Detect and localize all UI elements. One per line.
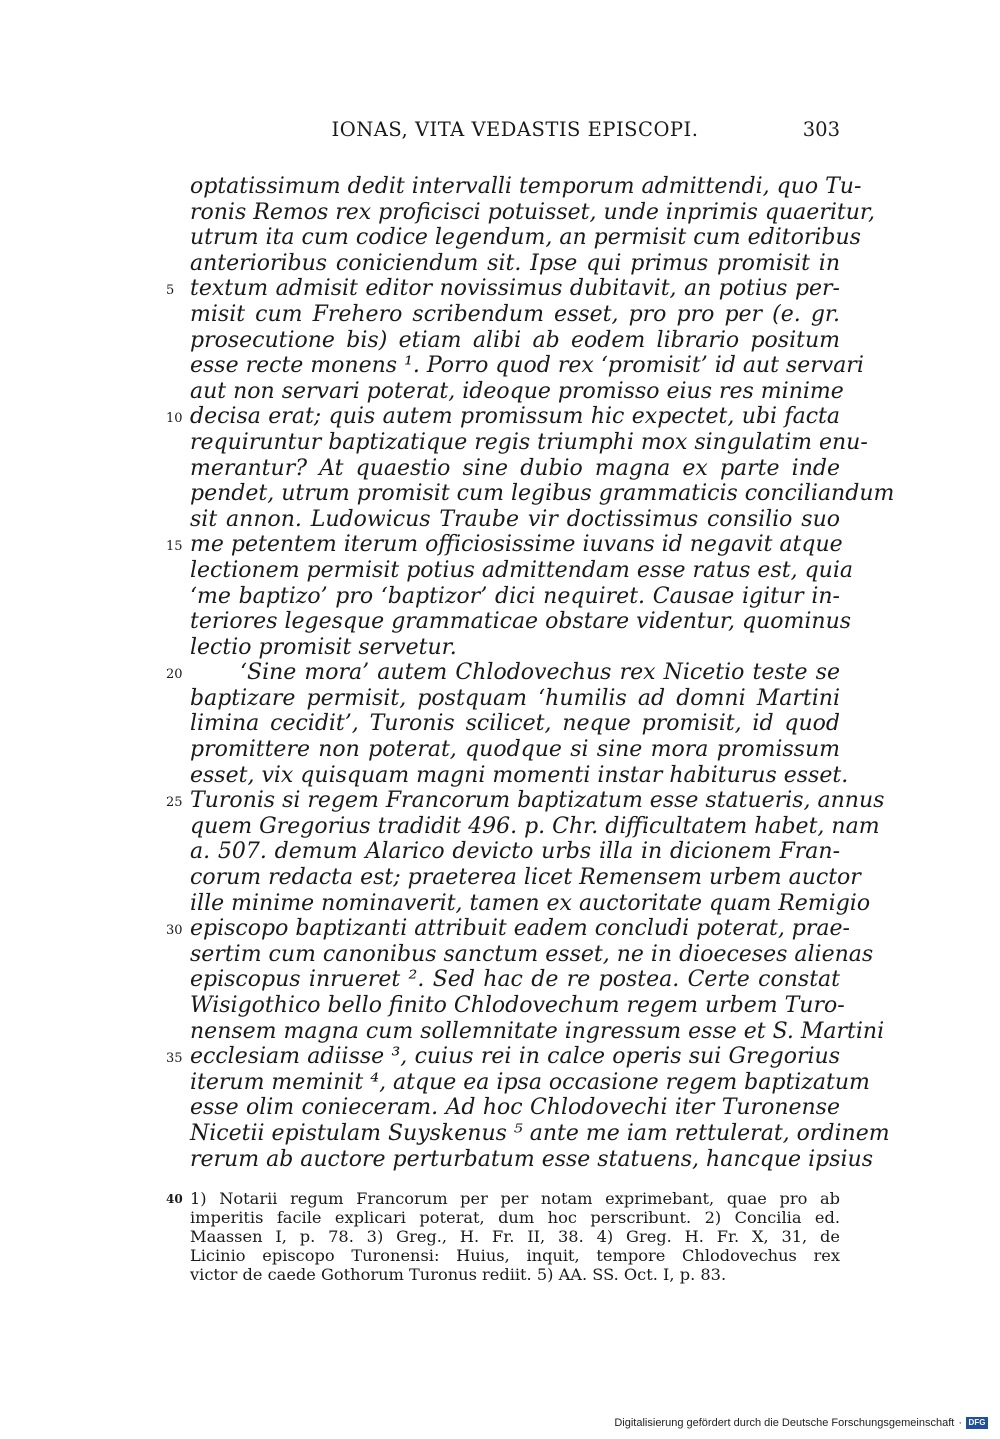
line-number: 30 xyxy=(166,923,183,939)
text-line: iterum meminit ⁴, atque ea ipsa occasione regem baptizatum xyxy=(190,1069,870,1095)
text-line-group xyxy=(166,1044,840,1070)
text-line: lectio promisit servetur. xyxy=(190,634,457,660)
text-line-group xyxy=(166,660,840,686)
digitization-credit xyxy=(614,1417,988,1429)
text-line: misit cum Frehero scribendum esset, pro pro per (e. gr. xyxy=(190,301,840,327)
text-line: promittere non poterat, quodque si sine mora promissum xyxy=(190,737,840,763)
text-line-group xyxy=(166,276,840,302)
text-line-group xyxy=(166,404,840,430)
line-number: 35 xyxy=(166,1051,183,1067)
text-line: episcopo baptizanti attribuit eadem concludi poterat, prae- xyxy=(190,916,850,942)
text-line-group xyxy=(166,916,850,942)
text-line-group xyxy=(166,532,843,558)
footnote-line: 1) Notarii regum Francorum per per notam exprimebant, quae pro ab xyxy=(190,1189,840,1208)
text-line: nensem magna cum sollemnitate ingressum esse et S. Martini xyxy=(190,1018,885,1044)
line-number: 25 xyxy=(166,795,183,811)
page-header xyxy=(190,118,840,148)
credit-text: Digitalisierung gefördert durch die Deutsche Forschungsgemeinschaft xyxy=(614,1417,955,1429)
text-line: anterioribus coniciendum sit. Ipse qui primus promisit in xyxy=(190,250,840,276)
text-line: episcopus inrueret ². Sed hac de re postea. Certe constat xyxy=(190,967,840,993)
text-line: merantur? At quaestio sine dubio magna ex parte inde xyxy=(190,455,840,481)
line-number: 5 xyxy=(166,283,175,299)
text-line: utrum ita cum codice legendum, an permisit cum editoribus xyxy=(190,225,861,251)
text-line: teriores legesque grammaticae obstare videntur, quominus xyxy=(190,609,852,635)
separator: · xyxy=(958,1417,962,1429)
text-line: requiruntur baptizatique regis triumphi mox singulatim enu- xyxy=(190,429,868,455)
dfg-logo-icon: DFG xyxy=(966,1417,988,1429)
text-line: lectionem permisit potius admittendam esse ratus est, quia xyxy=(190,557,853,583)
text-line: me petentem iterum officiosissime iuvans id negavit atque xyxy=(190,532,843,558)
text-line: esse recte monens ¹. Porro quod rex ‘promisit’ id aut servari xyxy=(190,353,864,379)
text-line: limina cecidit’, Turonis scilicet, neque promisit, id quod xyxy=(190,711,840,737)
text-line: optatissimum dedit intervalli temporum admittendi, quo Tu- xyxy=(190,174,862,199)
text-line: aut non servari poterat, ideoque promisso eius res minime xyxy=(190,378,844,404)
line-number: 10 xyxy=(166,411,183,427)
running-title: IONAS, VITA VEDASTIS EPISCOPI. xyxy=(331,118,699,141)
text-line: ecclesiam adiisse ³, cuius rei in calce operis sui Gregorius xyxy=(190,1044,840,1070)
line-number: 15 xyxy=(166,539,183,555)
text-line: ‘me baptizo’ pro ‘baptizor’ dici nequiret. Causae igitur in- xyxy=(190,583,840,609)
footnotes xyxy=(166,1189,840,1284)
text-line: sit annon. Ludowicus Traube vir doctissimus consilio suo xyxy=(190,506,840,532)
footnote-line: victor de caede Gothorum Turonus rediit. 5) AA. SS. Oct. I, p. 83. xyxy=(190,1265,727,1284)
text-line: pendet, utrum promisit cum legibus grammaticis conciliandum xyxy=(190,481,895,507)
line-number: 20 xyxy=(166,667,183,683)
main-text xyxy=(166,174,895,1172)
text-line: quem Gregorius tradidit 496. p. Chr. difficultatem habet, nam xyxy=(190,813,880,839)
line-number: 40 xyxy=(166,1192,183,1206)
text-line: baptizare permisit, postquam ‘humilis ad domni Martini xyxy=(190,685,840,711)
text-line: esse olim conieceram. Ad hoc Chlodovechi iter Turonense xyxy=(190,1095,840,1121)
text-line: esset, vix quisquam magni momenti instar habiturus esset. xyxy=(190,762,849,788)
footnote-line: Maassen I, p. 78. 3) Greg., H. Fr. II, 38. 4) Greg. H. Fr. X, 31, de xyxy=(190,1227,840,1246)
text-line-group xyxy=(166,788,885,814)
text-line: Wisigothico bello finito Chlodovechum regem urbem Turo- xyxy=(190,993,845,1018)
footnote-line: imperitis facile explicari poterat, dum hoc perscribunt. 2) Concilia ed. xyxy=(190,1208,840,1227)
text-line: Turonis si regem Francorum baptizatum esse statueris, annus xyxy=(190,788,885,814)
text-line: corum redacta est; praeterea licet Remensem urbem auctor xyxy=(190,865,861,891)
footnote-line-group xyxy=(166,1189,840,1208)
text-line: ille minime nominaverit, tamen ex auctoritate quam Remigio xyxy=(190,890,871,916)
footnote-line: Licinio episcopo Turonensi: Huius, inquit, tempore Chlodovechus rex xyxy=(190,1246,840,1265)
text-line: rerum ab auctore perturbatum esse statuens, hancque ipsius xyxy=(190,1146,873,1172)
text-line: Nicetii epistulam Suyskenus ⁵ ante me iam rettulerat, ordinem xyxy=(190,1120,890,1146)
text-line: a. 507. demum Alarico devicto urbs illa in dicionem Fran- xyxy=(190,839,840,865)
text-line: textum admisit editor novissimus dubitavit, an potius per- xyxy=(190,276,840,302)
text-line: sertim cum canonibus sanctum esset, ne in dioeceses alienas xyxy=(190,941,874,967)
text-line: ‘Sine mora’ autem Chlodovechus rex Nicetio teste se xyxy=(240,660,840,686)
page-number: 303 xyxy=(802,118,840,141)
text-line: prosecutione bis) etiam alibi ab eodem librario positum xyxy=(190,327,840,353)
text-line: ronis Remos rex proficisci potuisset, unde inprimis quaeritur, xyxy=(190,199,875,225)
text-line: decisa erat; quis autem promissum hic expectet, ubi facta xyxy=(190,404,840,430)
